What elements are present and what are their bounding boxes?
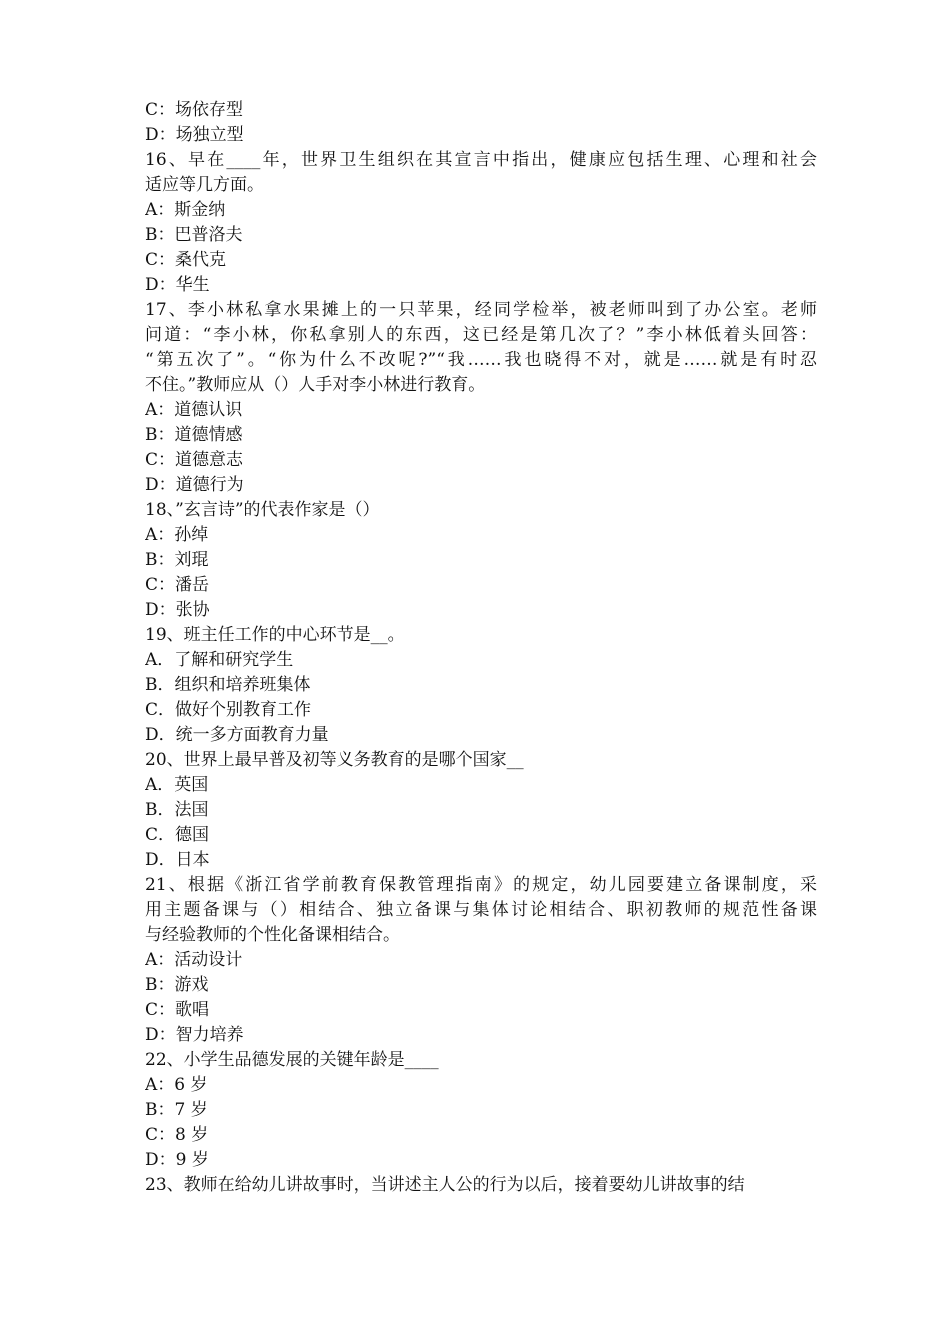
question-stem-line: 用主题备课与（）相结合、独立备课与集体讨论相结合、职初教师的规范性备课: [145, 900, 817, 920]
question-stem-line: 18、”玄言诗”的代表作家是（）: [145, 500, 380, 520]
question-stem-line: 20、世界上最早普及初等义务教育的是哪个国家__: [145, 750, 524, 770]
option-line: A．英国: [145, 775, 209, 795]
question-stem: [145, 873, 817, 948]
option-line: B．组织和培养班集体: [145, 675, 311, 695]
question-stem-line: 23、教师在给幼儿讲故事时，当讲述主人公的行为以后，接着要幼儿讲故事的结: [145, 1175, 745, 1195]
option-line: C：道德意志: [145, 450, 244, 470]
question-stem-line: 与经验教师的个性化备课相结合。: [145, 925, 400, 945]
question-block: [145, 1173, 817, 1198]
question-stem-line: 问道：“李小林，你私拿别人的东西，这已经是第几次了？”李小林低着头回答：: [145, 325, 817, 345]
option-line: C．德国: [145, 825, 210, 845]
leading-options: [145, 98, 817, 148]
question-block: [145, 298, 817, 498]
question-block: [145, 748, 817, 873]
question-stem: [145, 1048, 817, 1073]
question-stem-line: 17、李小林私拿水果摊上的一只苹果，经同学检举，被老师叫到了办公室。老师: [145, 300, 817, 320]
question-stem: [145, 748, 817, 773]
option-line: D．日本: [145, 850, 210, 870]
question-stem-line: 19、班主任工作的中心环节是__。: [145, 625, 405, 645]
option-line: D：智力培养: [145, 1025, 244, 1045]
question-stem-line: “第五次了”。“你为什么不改呢?”“我……我也晓得不对，就是……就是有时忍: [145, 350, 817, 370]
question-stem: [145, 298, 817, 398]
option-line: A：活动设计: [145, 950, 243, 970]
option-line: B：巴普洛夫: [145, 225, 243, 245]
question-block: [145, 1048, 817, 1173]
option-line: A：道德认识: [145, 400, 243, 420]
option-line: B．法国: [145, 800, 209, 820]
option-line: D：道德行为: [145, 475, 244, 495]
document-body: [145, 98, 817, 1198]
option-line: A．了解和研究学生: [145, 650, 294, 670]
question-block: [145, 148, 817, 298]
question-stem: [145, 1173, 817, 1198]
option-line: C：8 岁: [145, 1125, 209, 1145]
question-stem-line: 适应等几方面。: [145, 175, 264, 195]
option-line: A：6 岁: [145, 1075, 208, 1095]
question-stem-line: 22、小学生品德发展的关键年龄是____: [145, 1050, 439, 1070]
option-line: A：斯金纳: [145, 200, 226, 220]
option-line: C．做好个别教育工作: [145, 700, 312, 720]
option-line: B：道德情感: [145, 425, 243, 445]
option-line: D．统一多方面教育力量: [145, 725, 329, 745]
option-line: D：华生: [145, 275, 210, 295]
question-stem: [145, 498, 817, 523]
option-line: D：张协: [145, 600, 210, 620]
option-line: B：游戏: [145, 975, 209, 995]
option-line: D：场独立型: [145, 125, 244, 145]
question-block: [145, 498, 817, 623]
question-block: [145, 873, 817, 1048]
option-line: D：9 岁: [145, 1150, 209, 1170]
option-line: C：场依存型: [145, 100, 244, 120]
option-line: C：歌唱: [145, 1000, 210, 1020]
question-block: [145, 623, 817, 748]
question-stem-line: 不住。”教师应从（）人手对李小林进行教育。: [145, 375, 486, 395]
option-line: A：孙绰: [145, 525, 209, 545]
option-line: B：刘琨: [145, 550, 209, 570]
question-stem: [145, 148, 817, 198]
option-line: B：7 岁: [145, 1100, 208, 1120]
question-stem-line: 16、早在____年，世界卫生组织在其宣言中指出，健康应包括生理、心理和社会: [145, 150, 817, 170]
question-list: [145, 148, 817, 1198]
option-line: C：潘岳: [145, 575, 210, 595]
option-line: C：桑代克: [145, 250, 227, 270]
question-stem: [145, 623, 817, 648]
question-stem-line: 21、根据《浙江省学前教育保教管理指南》的规定，幼儿园要建立备课制度，采: [145, 875, 817, 895]
